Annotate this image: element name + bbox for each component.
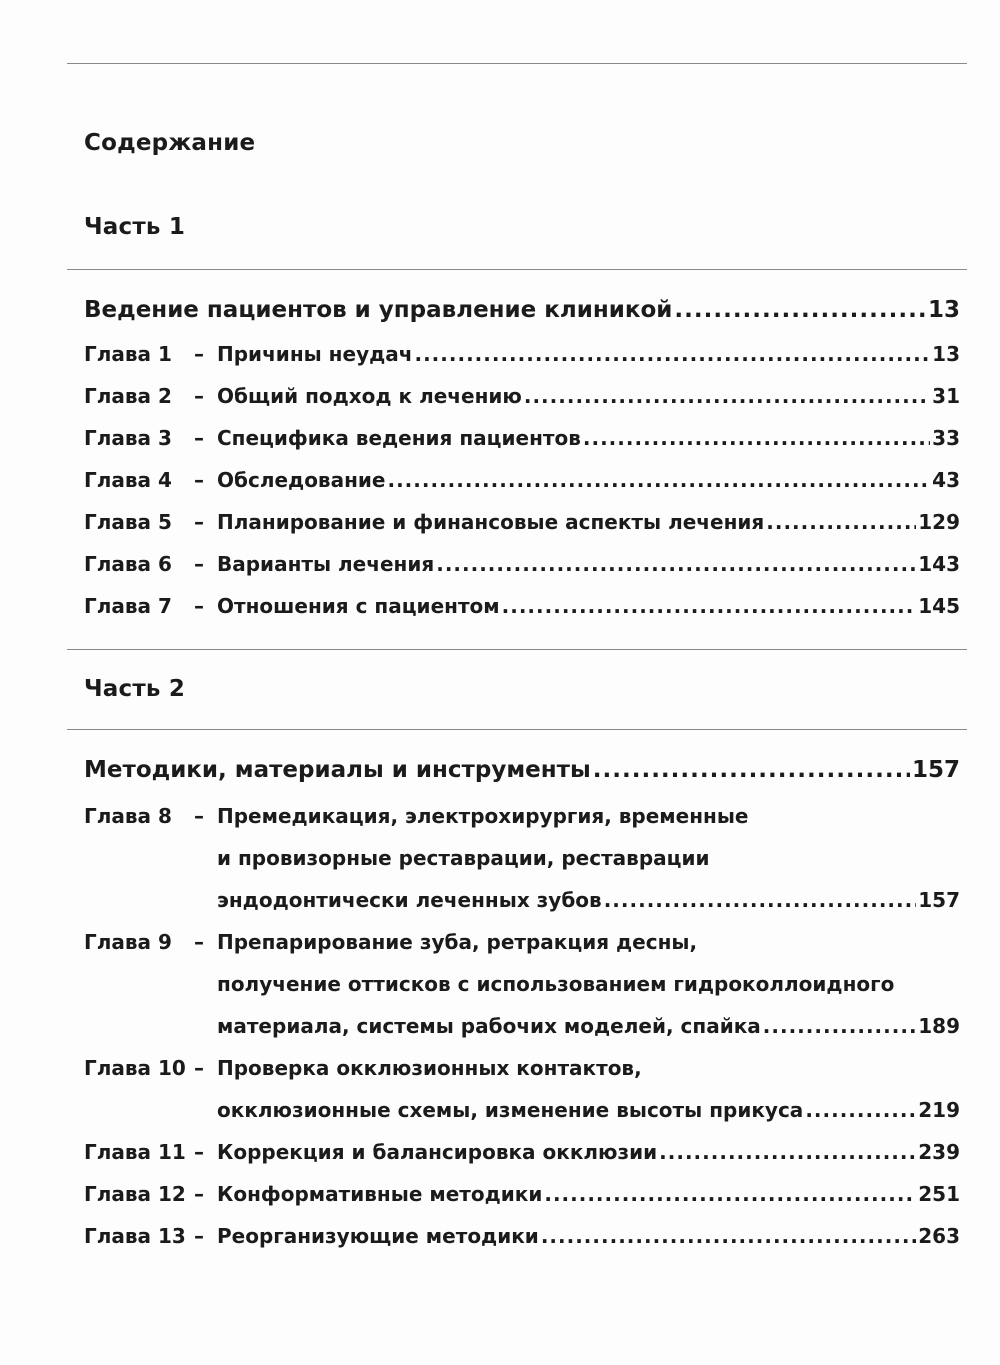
chapter-title: Обследование bbox=[217, 468, 386, 492]
chapter-page: 219 bbox=[918, 1098, 960, 1122]
dot-leader bbox=[502, 585, 917, 627]
chapter-title-line-3: эндодонтически леченных зубов bbox=[217, 888, 602, 912]
chapter-page: 145 bbox=[918, 594, 960, 618]
divider-between-parts bbox=[67, 649, 967, 650]
chapter-page: 13 bbox=[932, 342, 960, 366]
divider-part-2 bbox=[67, 729, 967, 730]
chapter-label: Глава 4 bbox=[84, 468, 172, 492]
chapter-label: Глава 2 bbox=[84, 384, 172, 408]
chapter-title: Планирование и финансовые аспекты лечения bbox=[217, 510, 765, 534]
dot-leader bbox=[541, 1215, 916, 1257]
chapter-title: Реорганизующие методики bbox=[217, 1224, 539, 1248]
dot-leader bbox=[593, 757, 910, 783]
section-2-page: 157 bbox=[911, 757, 960, 783]
dot-leader bbox=[763, 1005, 916, 1047]
chapter-page: 157 bbox=[918, 888, 960, 912]
chapter-label: Глава 12 bbox=[84, 1182, 186, 1206]
chapter-label: Глава 7 bbox=[84, 594, 172, 618]
chapter-label: Глава 10 bbox=[84, 1056, 186, 1080]
dash: – bbox=[194, 342, 204, 366]
dot-leader bbox=[524, 375, 930, 417]
dot-leader bbox=[659, 1131, 916, 1173]
dot-leader bbox=[436, 543, 916, 585]
toc-title: Содержание bbox=[84, 130, 256, 156]
chapter-title: Общий подход к лечению bbox=[217, 384, 522, 408]
chapter-title-line-1: Проверка окклюзионных контактов, bbox=[217, 1056, 642, 1080]
chapter-page: 129 bbox=[918, 510, 960, 534]
chapter-title: Варианты лечения bbox=[217, 552, 435, 576]
chapter-title-line-1: Препарирование зуба, ретракция десны, bbox=[217, 930, 698, 954]
chapter-title: Специфика ведения пациентов bbox=[217, 426, 581, 450]
dot-leader bbox=[544, 1173, 916, 1215]
dot-leader bbox=[766, 501, 916, 543]
chapter-label: Глава 5 bbox=[84, 510, 172, 534]
chapter-page: 143 bbox=[918, 552, 960, 576]
chapter-label: Глава 8 bbox=[84, 804, 172, 828]
chapter-page: 263 bbox=[918, 1224, 960, 1248]
divider-top bbox=[67, 63, 967, 64]
chapter-page: 31 bbox=[932, 384, 960, 408]
part-2-label: Часть 2 bbox=[84, 676, 186, 702]
chapter-title-line-2: и провизорные реставрации, реставрации bbox=[217, 846, 710, 870]
dot-leader bbox=[805, 1089, 916, 1131]
section-2-entry[interactable] bbox=[84, 757, 960, 783]
chapter-label: Глава 6 bbox=[84, 552, 172, 576]
dash: – bbox=[194, 1182, 204, 1206]
chapter-title-line-2: получение оттисков с использованием гидроколлоидного bbox=[217, 972, 895, 996]
dot-leader bbox=[604, 879, 917, 921]
dash: – bbox=[194, 930, 204, 954]
dash: – bbox=[194, 384, 204, 408]
chapter-title: Конформативные методики bbox=[217, 1182, 543, 1206]
dash: – bbox=[194, 1224, 204, 1248]
dash: – bbox=[194, 594, 204, 618]
dash: – bbox=[194, 1056, 204, 1080]
chapter-title-line-2: окклюзионные схемы, изменение высоты прикуса bbox=[217, 1098, 804, 1122]
dot-leader bbox=[674, 297, 926, 323]
divider-part-1 bbox=[67, 269, 967, 270]
chapter-page: 33 bbox=[932, 426, 960, 450]
chapter-page: 43 bbox=[932, 468, 960, 492]
chapter-title: Отношения с пациентом bbox=[217, 594, 500, 618]
dot-leader bbox=[414, 333, 930, 375]
chapter-title-line-3: материала, системы рабочих моделей, спайка bbox=[217, 1014, 761, 1038]
chapter-label: Глава 1 bbox=[84, 342, 172, 366]
dash: – bbox=[194, 804, 204, 828]
part-1-label: Часть 1 bbox=[84, 214, 186, 240]
section-1-title: Ведение пациентов и управление клиникой bbox=[84, 297, 673, 323]
dash: – bbox=[194, 468, 204, 492]
dot-leader bbox=[583, 417, 930, 459]
dash: – bbox=[194, 510, 204, 534]
chapter-title-line-1: Премедикация, электрохирургия, временные bbox=[217, 804, 749, 828]
dash: – bbox=[194, 1140, 204, 1164]
chapter-label: Глава 3 bbox=[84, 426, 172, 450]
section-1-page: 13 bbox=[927, 297, 960, 323]
chapter-title: Причины неудач bbox=[217, 342, 413, 366]
dash: – bbox=[194, 426, 204, 450]
dot-leader bbox=[387, 459, 930, 501]
chapter-label: Глава 9 bbox=[84, 930, 172, 954]
section-1-entry[interactable] bbox=[84, 297, 960, 323]
chapter-page: 189 bbox=[918, 1014, 960, 1038]
chapter-label: Глава 13 bbox=[84, 1224, 186, 1248]
chapter-page: 239 bbox=[918, 1140, 960, 1164]
chapter-title: Коррекция и балансировка окклюзии bbox=[217, 1140, 658, 1164]
section-2-title: Методики, материалы и инструменты bbox=[84, 757, 591, 783]
chapter-page: 251 bbox=[918, 1182, 960, 1206]
dash: – bbox=[194, 552, 204, 576]
chapter-label: Глава 11 bbox=[84, 1140, 186, 1164]
